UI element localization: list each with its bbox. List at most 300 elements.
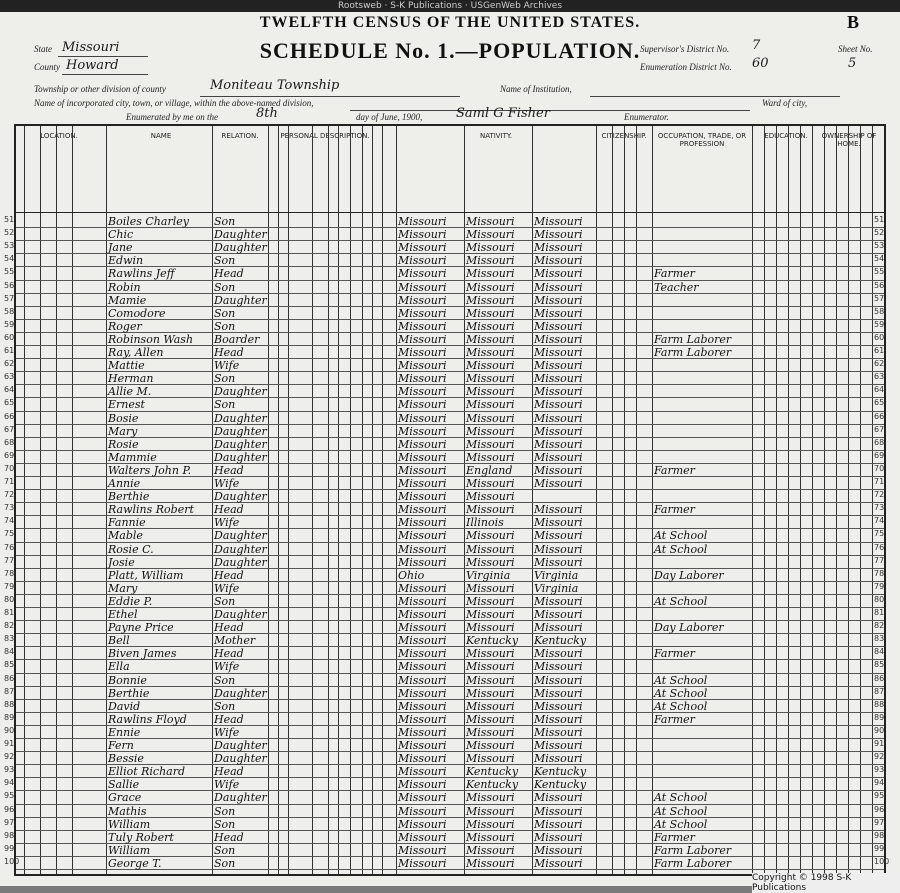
father-birthplace: Kentucky: [466, 634, 519, 648]
birthplace: Missouri: [398, 450, 447, 464]
father-birthplace: Missouri: [466, 241, 515, 255]
grid-column-line: [312, 126, 313, 874]
person-name: Robin: [108, 280, 141, 294]
mother-birthplace: Missouri: [534, 752, 583, 766]
row-number-right: 76: [874, 542, 885, 552]
birthplace: Missouri: [398, 241, 447, 255]
grid-column-line: [824, 126, 825, 874]
corner-letter: B: [847, 12, 860, 32]
person-name: Bell: [108, 634, 130, 648]
row-number-right: 100: [874, 856, 890, 866]
mother-birthplace: Missouri: [534, 660, 583, 674]
row-number-right: 93: [874, 765, 885, 775]
occupation: Day Laborer: [654, 621, 724, 635]
grid-column-line: [268, 126, 269, 874]
birthplace: Missouri: [398, 280, 447, 294]
institution-label: Name of Institution,: [500, 84, 572, 94]
row-number: 59: [4, 319, 15, 329]
row-number: 86: [4, 673, 15, 683]
row-number: 91: [4, 739, 15, 748]
row-number: 87: [4, 686, 15, 696]
mother-birthplace: Missouri: [534, 529, 583, 543]
relation: Wife: [214, 778, 240, 792]
supervisor-label: Supervisor's District No.: [640, 44, 730, 54]
mother-birthplace: Missouri: [534, 791, 583, 805]
grid-column-line: [752, 126, 753, 874]
person-name: Bessie: [108, 752, 144, 766]
row-number: 89: [4, 712, 15, 722]
row-number-right: 88: [874, 699, 885, 709]
row-number-right: 90: [874, 725, 885, 735]
row-number-right: 97: [874, 817, 885, 827]
birthplace: Missouri: [398, 293, 447, 307]
person-name: Walters John P.: [108, 463, 192, 477]
grid-column-line: [350, 126, 351, 874]
grid-column-line: [836, 126, 837, 874]
relation: Daughter: [214, 490, 267, 504]
row-number: 57: [4, 293, 15, 303]
row-number: 71: [4, 477, 15, 486]
father-birthplace: Missouri: [466, 424, 515, 438]
person-name: Fern: [108, 739, 134, 752]
person-name: Rosie: [108, 437, 139, 451]
person-name: Boiles Charley: [108, 215, 189, 228]
grid-column-line: [328, 126, 329, 874]
person-name: Payne Price: [108, 621, 174, 635]
father-birthplace: Missouri: [466, 503, 515, 517]
occupation: Farmer: [654, 712, 695, 726]
mother-birthplace: Missouri: [534, 725, 583, 739]
row-number-right: 87: [874, 686, 885, 696]
row-number: 84: [4, 647, 15, 657]
mother-birthplace: Virginia: [534, 581, 579, 595]
county-value: Howard: [66, 58, 119, 73]
father-birthplace: Missouri: [466, 280, 515, 294]
relation: Wife: [214, 359, 240, 373]
father-birthplace: Missouri: [466, 608, 515, 621]
grid-column-line: [106, 126, 107, 874]
row-number: 80: [4, 594, 15, 604]
enumerator-label: Enumerator.: [624, 112, 669, 122]
father-birthplace: Missouri: [466, 725, 515, 739]
row-number-right: 64: [874, 385, 885, 395]
mother-birthplace: Missouri: [534, 830, 583, 844]
birthplace: Missouri: [398, 254, 447, 268]
father-birthplace: Kentucky: [466, 778, 519, 792]
mother-birthplace: Kentucky: [534, 778, 587, 792]
row-number-right: 65: [874, 398, 885, 408]
row-number-right: 86: [874, 673, 885, 683]
person-name: Jane: [108, 241, 133, 255]
row-number-right: 78: [874, 568, 885, 578]
mother-birthplace: Missouri: [534, 306, 583, 320]
mother-birthplace: Missouri: [534, 516, 583, 530]
birthplace: Missouri: [398, 634, 447, 648]
enumerated-label: Enumerated by me on the: [126, 112, 218, 122]
person-name: David: [108, 699, 141, 713]
mother-birthplace: Missouri: [534, 555, 583, 569]
birthplace: Missouri: [398, 778, 447, 792]
person-name: Annie: [108, 477, 141, 490]
occupation: At School: [654, 817, 708, 831]
person-name: Biven James: [108, 647, 177, 661]
mother-birthplace: Missouri: [534, 843, 583, 857]
father-birthplace: Missouri: [466, 647, 515, 661]
relation: Daughter: [214, 450, 267, 464]
row-number: 70: [4, 463, 15, 473]
father-birthplace: Missouri: [466, 712, 515, 726]
city-underline: [350, 110, 750, 111]
sheet-value: 5: [848, 56, 857, 71]
person-name: Tuly Robert: [108, 830, 174, 844]
birthplace: Missouri: [398, 424, 447, 438]
header-separator: [16, 212, 884, 213]
mother-birthplace: Missouri: [534, 594, 583, 608]
row-number: 94: [4, 778, 15, 788]
mother-birthplace: Missouri: [534, 424, 583, 438]
grid-column-line: [532, 126, 533, 874]
grid-column-line: [764, 126, 765, 874]
father-birthplace: Missouri: [466, 306, 515, 320]
father-birthplace: Missouri: [466, 254, 515, 268]
row-number: 61: [4, 346, 15, 355]
father-birthplace: Missouri: [466, 542, 515, 556]
person-name: Mary: [108, 424, 138, 438]
mother-birthplace: Missouri: [534, 372, 583, 386]
relation: Head: [214, 830, 244, 844]
father-birthplace: Missouri: [466, 228, 515, 242]
row-number: 69: [4, 450, 15, 460]
person-name: Sallie: [108, 778, 140, 792]
row-number: 90: [4, 725, 15, 735]
person-name: Bosie: [108, 411, 139, 425]
father-birthplace: Missouri: [466, 477, 515, 490]
row-number-right: 57: [874, 293, 885, 303]
person-name: Allie M.: [108, 385, 152, 399]
birthplace: Missouri: [398, 398, 447, 412]
row-number-right: 94: [874, 778, 885, 788]
row-number-right: 69: [874, 450, 885, 460]
row-number-right: 58: [874, 306, 885, 316]
mother-birthplace: Missouri: [534, 739, 583, 752]
row-number: 97: [4, 817, 15, 827]
row-number: 79: [4, 581, 15, 591]
relation: Head: [214, 267, 244, 281]
row-number: 65: [4, 398, 15, 408]
grid-column-line: [72, 126, 73, 874]
occupation: At School: [654, 542, 708, 556]
birthplace: Missouri: [398, 385, 447, 399]
grid-column-line: [278, 126, 279, 874]
birthplace: Missouri: [398, 490, 447, 504]
birthplace: Missouri: [398, 359, 447, 373]
row-number: 60: [4, 332, 15, 342]
mother-birthplace: Missouri: [534, 804, 583, 818]
row-number: 95: [4, 791, 15, 801]
mother-birthplace: Missouri: [534, 712, 583, 726]
person-name: Rawlins Floyd: [108, 712, 187, 726]
father-birthplace: Missouri: [466, 359, 515, 373]
col-education: EDUCATION.: [764, 132, 808, 140]
relation: Daughter: [214, 555, 267, 569]
row-number-right: 99: [874, 843, 885, 853]
person-name: Comodore: [108, 306, 166, 320]
person-name: George T.: [108, 856, 162, 870]
person-name: Berthie: [108, 490, 150, 504]
person-name: Mable: [108, 529, 143, 543]
supervisor-value: 7: [752, 38, 761, 53]
person-name: Rawlins Jeff: [108, 267, 175, 281]
birthplace: Missouri: [398, 739, 447, 752]
row-number-right: 80: [874, 594, 885, 604]
row-number: 68: [4, 437, 15, 447]
occupation: At School: [654, 594, 708, 608]
father-birthplace: Missouri: [466, 581, 515, 595]
row-number: 66: [4, 411, 15, 421]
relation: Son: [214, 594, 236, 608]
relation: Daughter: [214, 228, 267, 242]
relation: Son: [214, 699, 236, 713]
person-name: William: [108, 843, 151, 857]
row-number: 85: [4, 660, 15, 670]
enumeration-label: Enumeration District No.: [640, 62, 732, 72]
person-name: Ernest: [108, 398, 145, 412]
father-birthplace: Missouri: [466, 699, 515, 713]
row-number: 88: [4, 699, 15, 709]
father-birthplace: Missouri: [466, 319, 515, 333]
row-number-right: 63: [874, 372, 885, 382]
father-birthplace: Missouri: [466, 490, 515, 504]
relation: Head: [214, 765, 244, 779]
row-number: 82: [4, 621, 15, 631]
person-name: Ennie: [108, 725, 141, 739]
row-number: 75: [4, 529, 15, 539]
person-name: Robinson Wash: [108, 332, 194, 346]
grid-column-line: [24, 126, 25, 874]
father-birthplace: Missouri: [466, 621, 515, 635]
relation: Daughter: [214, 385, 267, 399]
father-birthplace: Missouri: [466, 267, 515, 281]
col-name: NAME: [150, 132, 172, 140]
census-grid: [4, 124, 890, 876]
father-birthplace: Missouri: [466, 660, 515, 674]
county-label: County: [34, 62, 60, 72]
township-underline: [200, 96, 460, 97]
state-underline: [58, 56, 148, 57]
mother-birthplace: Missouri: [534, 686, 583, 700]
relation: Son: [214, 319, 236, 333]
relation: Head: [214, 463, 244, 477]
grid-column-line: [56, 126, 57, 874]
row-number: 63: [4, 372, 15, 382]
row-number: 81: [4, 608, 15, 617]
birthplace: Missouri: [398, 542, 447, 556]
occupation: At School: [654, 673, 708, 687]
mother-birthplace: Missouri: [534, 215, 583, 228]
mother-birthplace: Missouri: [534, 437, 583, 451]
occupation: Farmer: [654, 647, 695, 661]
person-name: Ethel: [108, 608, 138, 621]
row-number: 93: [4, 765, 15, 775]
father-birthplace: Missouri: [466, 686, 515, 700]
relation: Head: [214, 712, 244, 726]
row-number: 92: [4, 752, 15, 762]
birthplace: Missouri: [398, 765, 447, 779]
father-birthplace: Missouri: [466, 450, 515, 464]
relation: Wife: [214, 725, 240, 739]
father-birthplace: Missouri: [466, 830, 515, 844]
person-name: Roger: [108, 319, 142, 333]
occupation: At School: [654, 686, 708, 700]
relation: Son: [214, 804, 236, 818]
row-number: 98: [4, 830, 15, 840]
occupation: Farm Laborer: [654, 346, 732, 359]
relation: Daughter: [214, 293, 267, 307]
birthplace: Missouri: [398, 477, 447, 490]
state-value: Missouri: [62, 40, 120, 55]
relation: Wife: [214, 660, 240, 674]
col-personal: PERSONAL DESCRIPTION.: [280, 132, 370, 140]
copyright-notice: Copyright © 1998 S-K Publications: [752, 873, 900, 893]
birthplace: Missouri: [398, 712, 447, 726]
enumeration-value: 60: [752, 56, 769, 71]
county-underline: [62, 74, 148, 75]
schedule-title: SCHEDULE No. 1.—POPULATION.: [259, 38, 641, 63]
birthplace: Missouri: [398, 372, 447, 386]
father-birthplace: Kentucky: [466, 765, 519, 779]
father-birthplace: England: [466, 463, 513, 477]
row-number: 99: [4, 843, 15, 853]
relation: Daughter: [214, 686, 267, 700]
occupation: Farm Laborer: [654, 843, 732, 857]
person-name: Josie: [108, 555, 135, 569]
person-name: Grace: [108, 791, 142, 805]
row-number: 53: [4, 241, 15, 251]
relation: Head: [214, 647, 244, 661]
row-number: 51: [4, 215, 15, 224]
birthplace: Missouri: [398, 319, 447, 333]
row-number-right: 74: [874, 516, 885, 526]
row-number-right: 68: [874, 437, 885, 447]
birthplace: Missouri: [398, 856, 447, 870]
occupation: At School: [654, 529, 708, 543]
birthplace: Missouri: [398, 647, 447, 661]
row-number-right: 70: [874, 463, 885, 473]
row-number-right: 66: [874, 411, 885, 421]
watermark-text: Rootsweb · S-K Publications · USGenWeb Archives: [337, 1, 563, 11]
grid-column-line: [212, 126, 213, 874]
grid-column-line: [652, 126, 653, 874]
grid-column-line: [396, 126, 397, 874]
row-number-right: 79: [874, 581, 885, 591]
birthplace: Missouri: [398, 699, 447, 713]
occupation: Farmer: [654, 267, 695, 281]
relation: Daughter: [214, 608, 267, 621]
grid-column-line: [596, 126, 597, 874]
birthplace: Missouri: [398, 555, 447, 569]
person-name: Ray, Allen: [108, 346, 164, 359]
grid-column-line: [788, 126, 789, 874]
col-citizenship: CITIZENSHIP.: [601, 132, 647, 140]
father-birthplace: Missouri: [466, 529, 515, 543]
mother-birthplace: Missouri: [534, 346, 583, 359]
person-name: Mattie: [108, 359, 145, 373]
mother-birthplace: Missouri: [534, 673, 583, 687]
mother-birthplace: Missouri: [534, 332, 583, 346]
row-number-right: 95: [874, 791, 885, 801]
row-number: 78: [4, 568, 15, 578]
row-number-right: 92: [874, 752, 885, 762]
mother-birthplace: Missouri: [534, 608, 583, 621]
relation: Daughter: [214, 542, 267, 556]
birthplace: Ohio: [398, 568, 425, 582]
person-name: Mary: [108, 581, 138, 595]
grid-column-line: [624, 126, 625, 874]
enumerator-value: Saml G Fisher: [456, 106, 550, 121]
row-number-right: 60: [874, 332, 885, 342]
person-name: Elliot Richard: [108, 765, 186, 779]
row-number: 55: [4, 267, 15, 277]
row-number-right: 75: [874, 529, 885, 539]
grid-column-line: [362, 126, 363, 874]
grid-column-line: [464, 126, 465, 874]
birthplace: Missouri: [398, 516, 447, 530]
mother-birthplace: Missouri: [534, 463, 583, 477]
relation: Daughter: [214, 752, 267, 766]
father-birthplace: Missouri: [466, 856, 515, 870]
father-birthplace: Missouri: [466, 804, 515, 818]
township-value: Moniteau Township: [210, 78, 340, 93]
person-name: Mathis: [108, 804, 147, 818]
row-number: 96: [4, 804, 15, 814]
row-number-right: 77: [874, 555, 885, 565]
grid-column-line: [800, 126, 801, 874]
person-name: Fannie: [108, 516, 146, 530]
row-number-right: 59: [874, 319, 885, 329]
relation: Daughter: [214, 424, 267, 438]
person-name: Edwin: [108, 254, 144, 268]
relation: Daughter: [214, 529, 267, 543]
mother-birthplace: Missouri: [534, 254, 583, 268]
occupation: Farmer: [654, 463, 695, 477]
birthplace: Missouri: [398, 673, 447, 687]
person-name: Ella: [108, 660, 130, 674]
mother-birthplace: Missouri: [534, 319, 583, 333]
birthplace: Missouri: [398, 660, 447, 674]
mother-birthplace: Kentucky: [534, 765, 587, 779]
father-birthplace: Missouri: [466, 215, 515, 228]
row-number-right: 72: [874, 490, 885, 500]
father-birthplace: Missouri: [466, 411, 515, 425]
birthplace: Missouri: [398, 437, 447, 451]
mother-birthplace: Missouri: [534, 411, 583, 425]
person-name: Mamie: [108, 293, 147, 307]
father-birthplace: Missouri: [466, 594, 515, 608]
enumerated-mid: day of June, 1900,: [356, 112, 423, 122]
row-number: 73: [4, 503, 15, 513]
father-birthplace: Missouri: [466, 739, 515, 752]
row-number: 100: [4, 856, 20, 866]
occupation: Teacher: [654, 280, 699, 294]
row-number-right: 96: [874, 804, 885, 814]
mother-birthplace: Virginia: [534, 568, 579, 582]
father-birthplace: Missouri: [466, 673, 515, 687]
relation: Son: [214, 280, 236, 294]
father-birthplace: Illinois: [466, 516, 504, 530]
row-number-right: 91: [874, 739, 885, 748]
father-birthplace: Missouri: [466, 555, 515, 569]
census-title: TWELFTH CENSUS OF THE UNITED STATES.: [259, 14, 641, 31]
